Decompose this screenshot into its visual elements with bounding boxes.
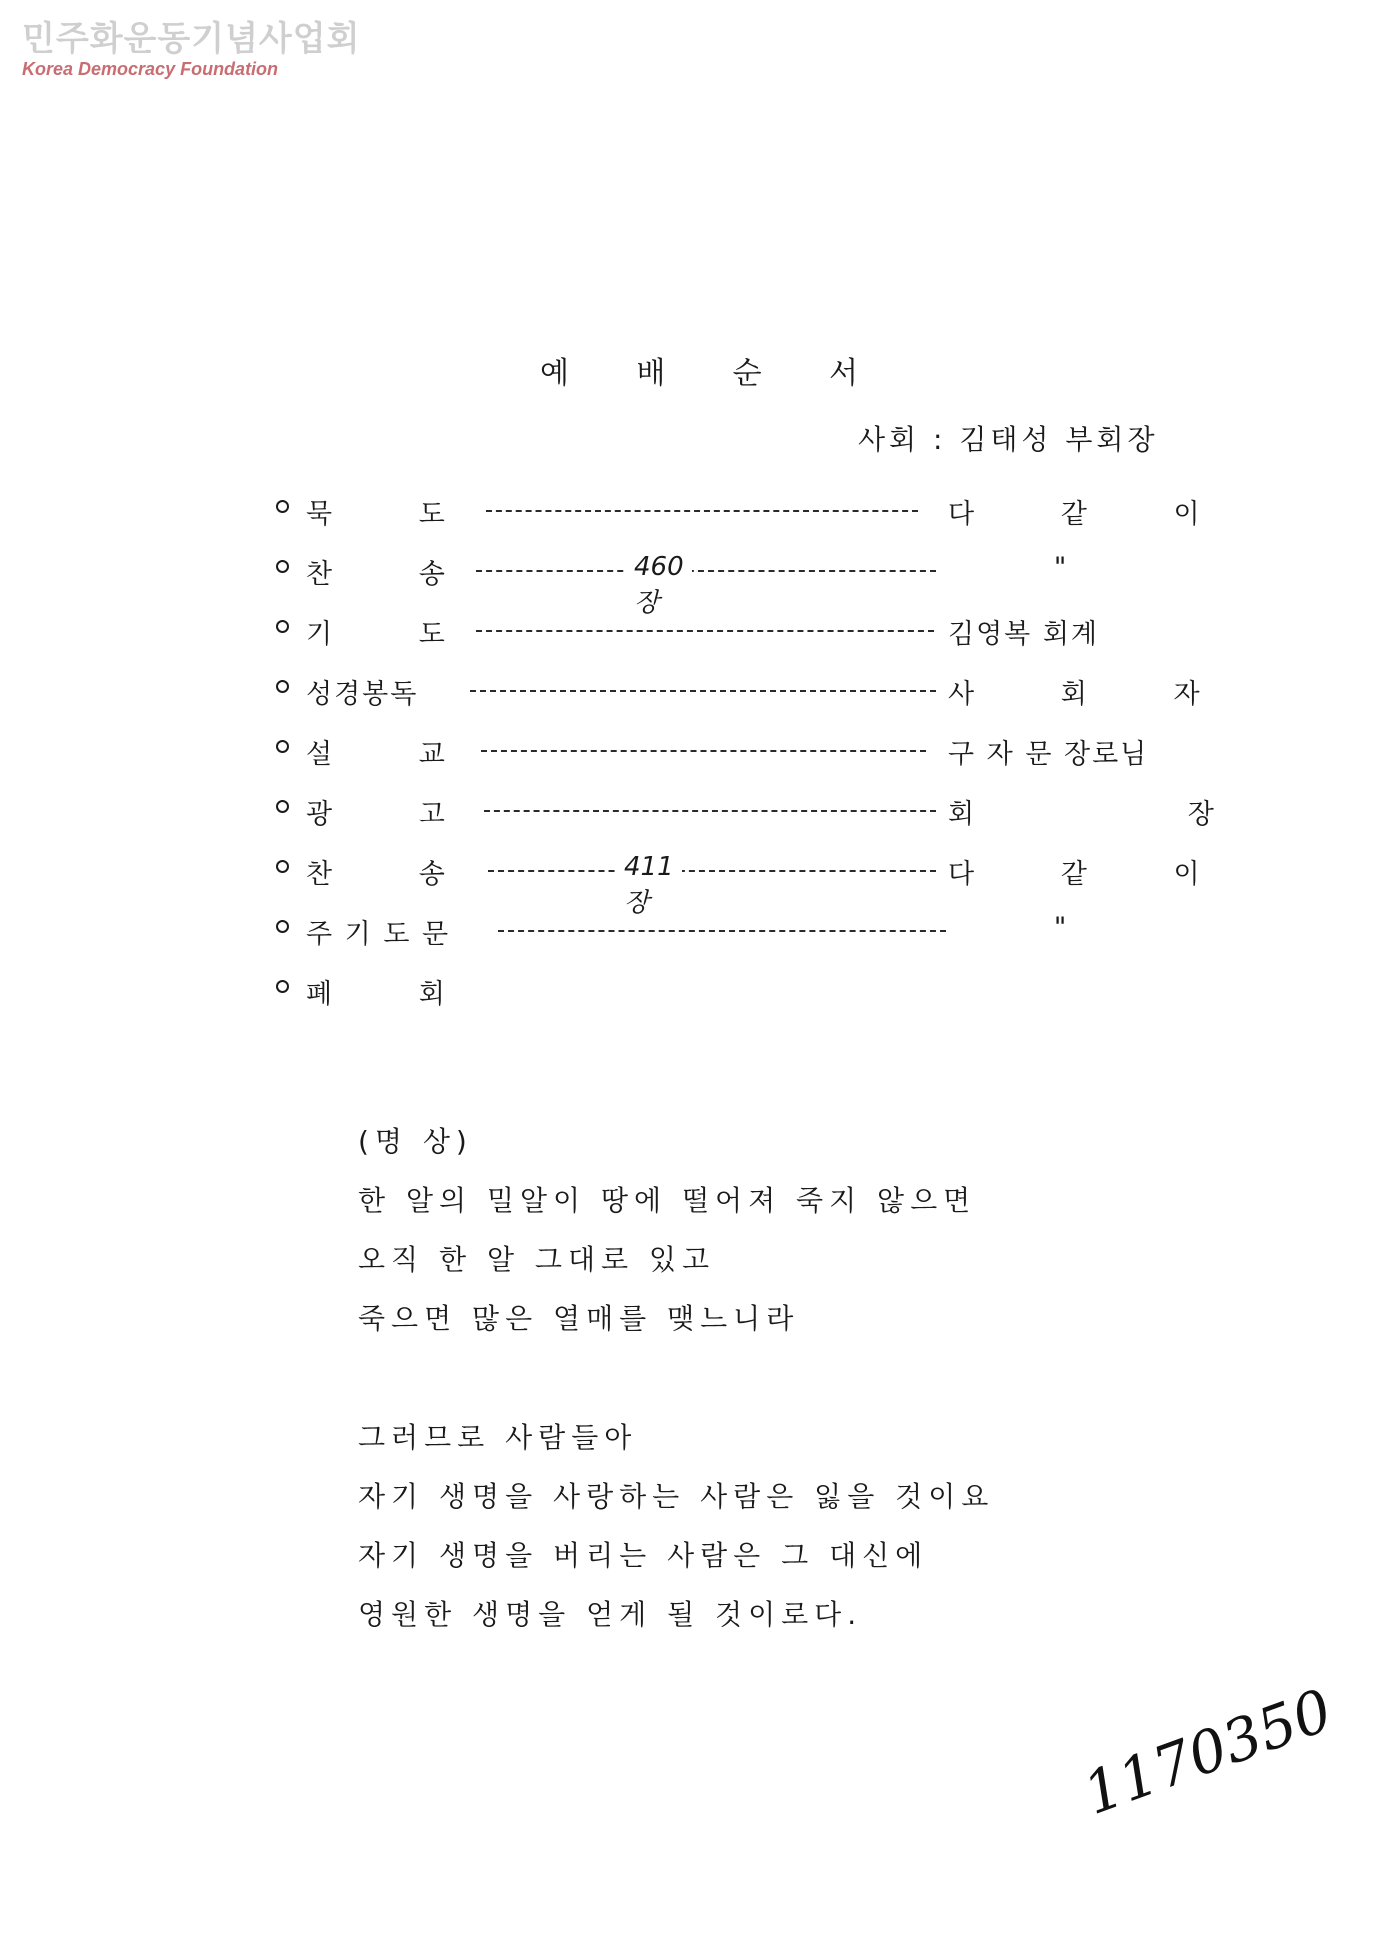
hymn-number: 460장	[626, 552, 692, 619]
order-item-label: 설 교	[306, 739, 447, 770]
presider-line: 사회 : 김태성 부회장	[858, 423, 1159, 456]
bullet-icon	[276, 860, 289, 873]
meditation-section	[358, 1120, 994, 1652]
bullet-icon	[276, 800, 289, 813]
bullet-icon	[276, 980, 289, 993]
bullet-icon	[276, 740, 289, 753]
order-item-role: 회 장	[948, 799, 1216, 830]
document-title	[540, 348, 860, 392]
order-item-label: 찬 송	[306, 859, 447, 890]
order-item-role: 사 회 자	[948, 679, 1202, 710]
title-char: 예	[540, 356, 571, 391]
meditation-line: 죽으면 많은 열매를 맺느니라	[358, 1302, 800, 1335]
order-item-label: 주 기 도 문	[306, 919, 451, 950]
watermark-english: Korea Democracy Foundation	[22, 59, 279, 79]
watermark-korean: 민주화운동기념사업회	[22, 19, 361, 59]
bullet-icon	[276, 920, 289, 933]
order-item-role: 구 자 문 장로님	[948, 739, 1149, 770]
meditation-line: 오직 한 알 그대로 있고	[358, 1243, 716, 1276]
bullet-icon	[276, 560, 289, 573]
dotted-leader	[498, 930, 946, 932]
dotted-leader	[488, 870, 936, 872]
order-item-label: 광 고	[306, 799, 447, 830]
title-char: 서	[828, 356, 860, 391]
dotted-leader	[486, 510, 918, 512]
order-item-label: 기 도	[306, 619, 447, 650]
title-char: 순	[732, 356, 764, 391]
hymn-number: 411장	[616, 852, 682, 919]
order-item-label: 찬 송	[306, 559, 447, 590]
order-item-label: 폐 회	[306, 979, 447, 1010]
meditation-line: 자기 생명을 사랑하는 사람은 잃을 것이요	[358, 1480, 995, 1513]
bullet-icon	[276, 620, 289, 633]
dotted-leader	[476, 630, 934, 632]
handwritten-archive-number: 1170350	[1074, 1675, 1341, 1828]
foundation-watermark	[22, 20, 360, 80]
order-item-role: 다 같 이	[948, 499, 1202, 530]
dotted-leader	[470, 690, 936, 692]
order-item-label: 성경봉독	[306, 679, 419, 710]
dotted-leader	[484, 810, 936, 812]
meditation-heading: (명 상)	[358, 1125, 473, 1158]
order-item-role: 김영복 회계	[948, 619, 1099, 650]
bullet-icon	[276, 500, 289, 513]
dotted-leader	[481, 750, 926, 752]
dotted-leader	[476, 570, 936, 572]
order-item-role: 다 같 이	[948, 859, 1202, 890]
order-item-role: "	[948, 552, 1069, 583]
bullet-icon	[276, 680, 289, 693]
meditation-line: 자기 생명을 버리는 사람은 그 대신에	[358, 1539, 929, 1572]
meditation-line: 한 알의 밀알이 땅에 떨어져 죽지 않으면	[358, 1184, 977, 1217]
meditation-line: 영원한 생명을 얻게 될 것이로다.	[358, 1598, 863, 1631]
meditation-line: 그러므로 사람들아	[358, 1421, 638, 1454]
order-item-label: 묵 도	[306, 499, 447, 530]
title-char: 배	[636, 356, 668, 391]
order-item-role: "	[948, 912, 1069, 943]
